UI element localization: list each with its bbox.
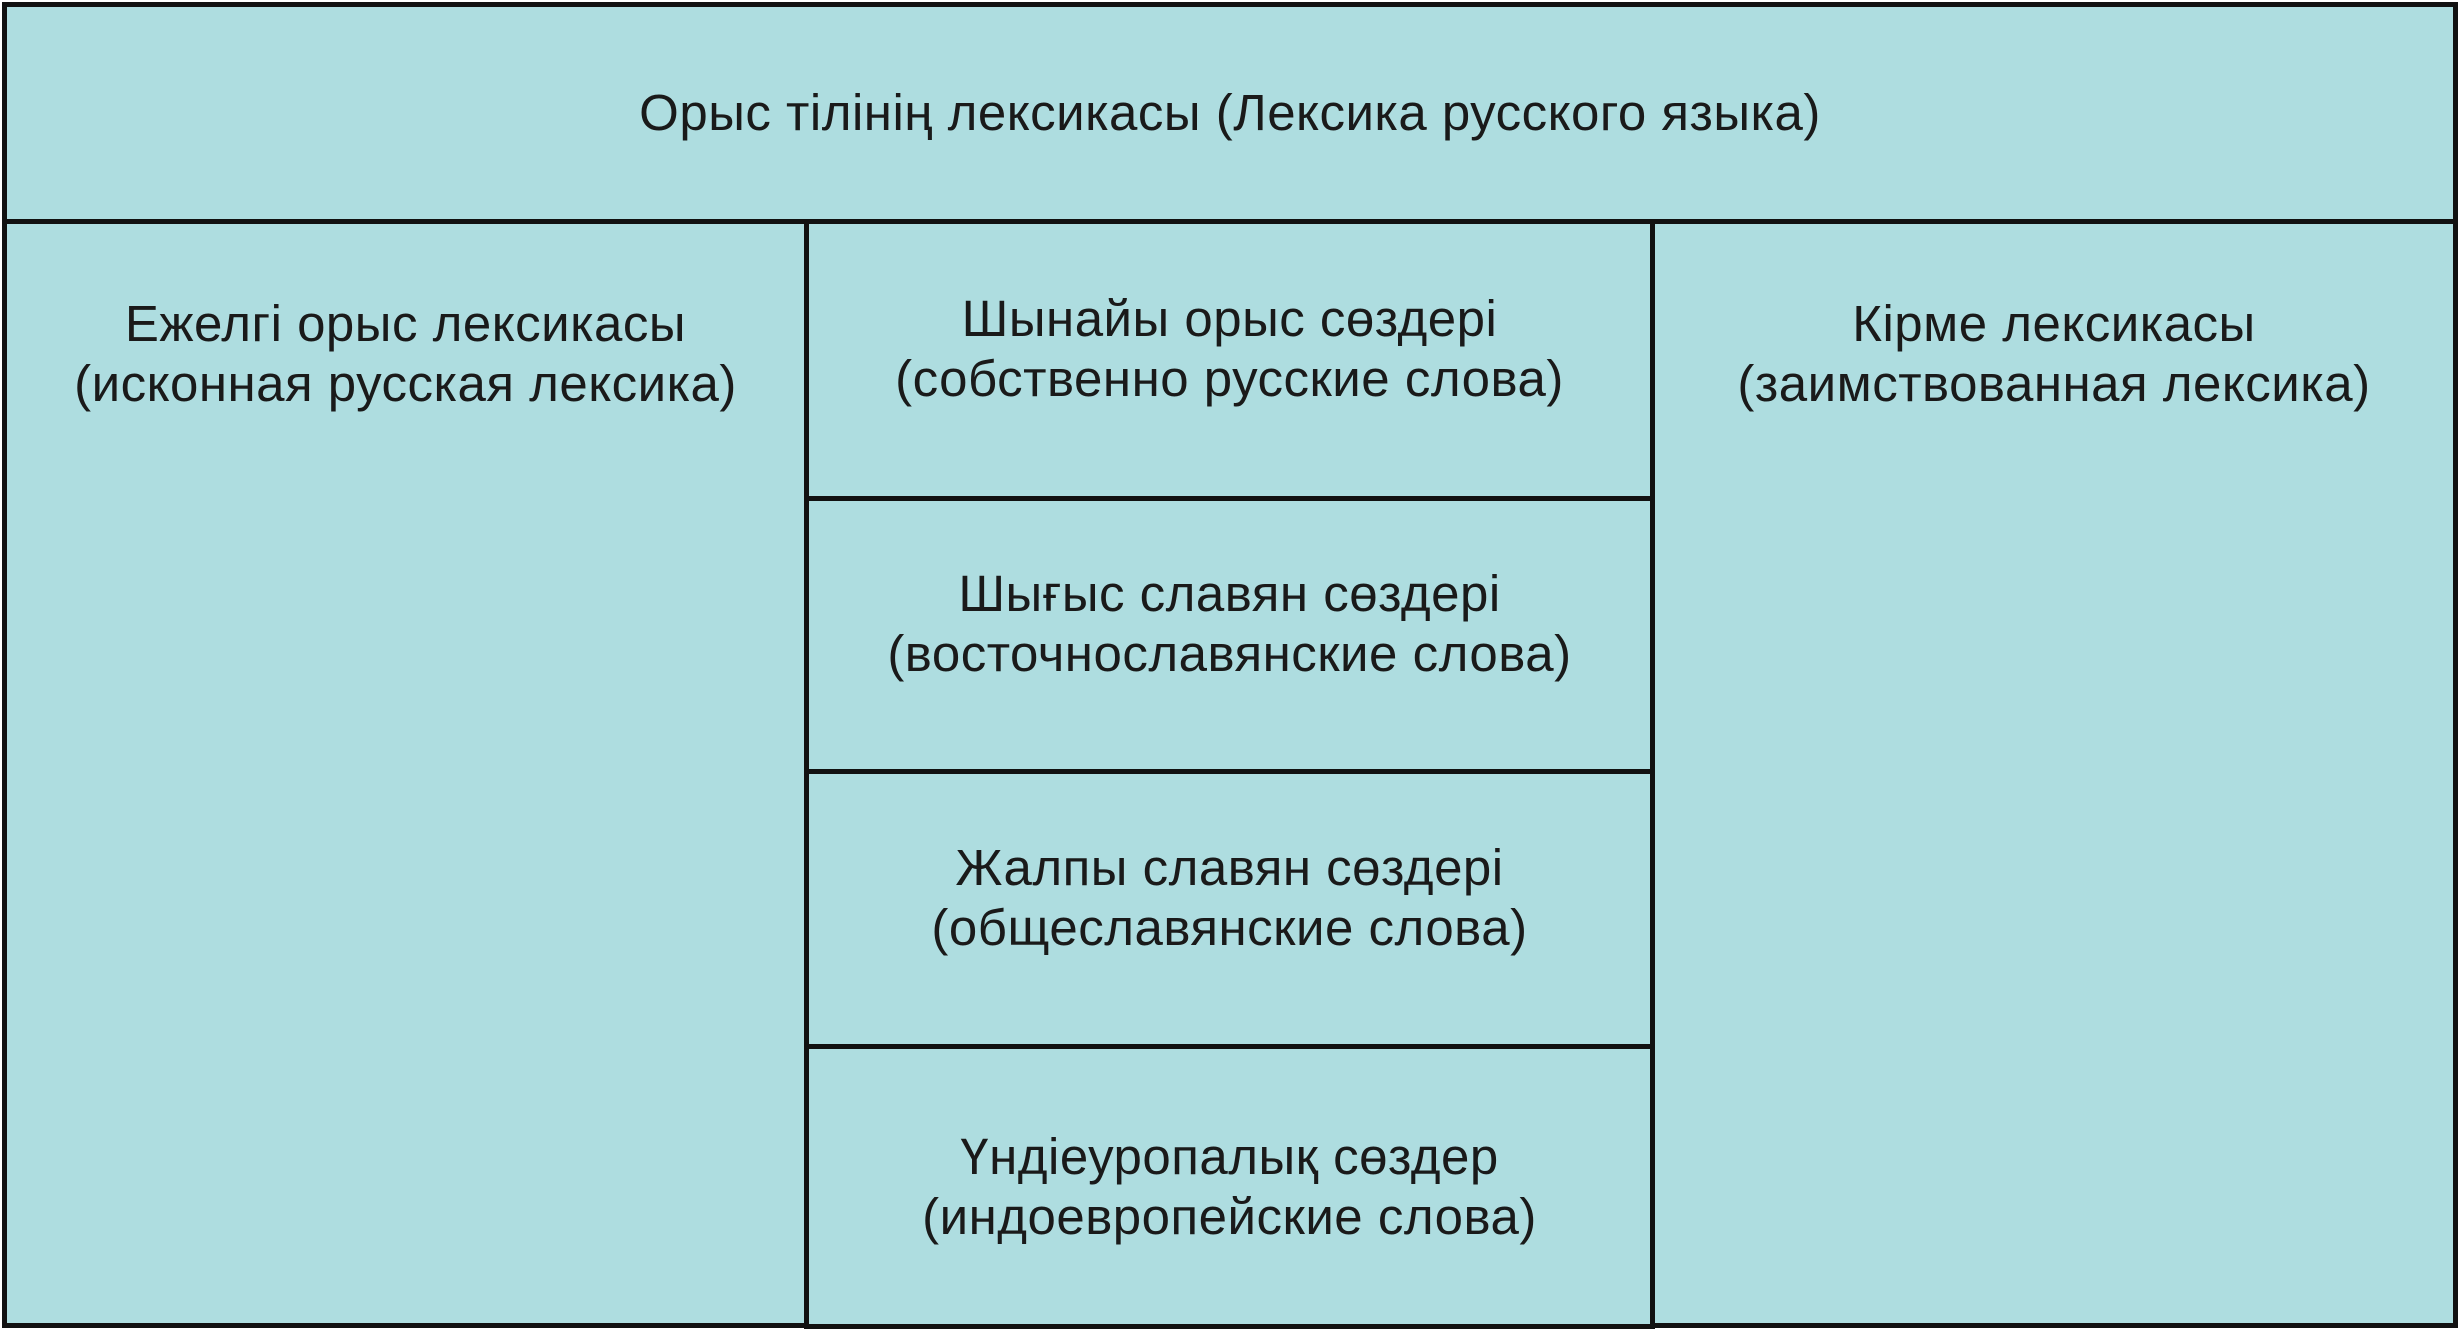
borrowed-lexicon-box bbox=[1650, 219, 2458, 1328]
east-slavic-words-subtitle: (восточнославянские слова) bbox=[887, 625, 1572, 682]
borrowed-lexicon-title: Кірме лексикасы bbox=[1852, 295, 2256, 352]
common-slavic-words-box bbox=[804, 769, 1655, 1049]
proper-russian-words-box bbox=[804, 219, 1655, 501]
native-lexicon-subtitle: (исконная русская лексика) bbox=[74, 355, 737, 412]
native-lexicon-title: Ежелгі орыс лексикасы bbox=[124, 295, 687, 352]
common-slavic-words-subtitle: (общеславянские слова) bbox=[931, 899, 1528, 956]
native-lexicon-box bbox=[2, 219, 809, 1328]
east-slavic-words-title: Шығыс славян сөздері bbox=[958, 565, 1501, 622]
proper-russian-words-title: Шынайы орыс сөздері bbox=[961, 290, 1498, 347]
indo-european-words-subtitle: (индоевропейские слова) bbox=[922, 1187, 1537, 1245]
east-slavic-words-box bbox=[804, 496, 1655, 774]
proper-russian-words-subtitle: (собственно русские слова) bbox=[895, 350, 1564, 407]
indo-european-words-box bbox=[804, 1044, 1655, 1329]
indo-european-words-title: Үндіеуропалық сөздер bbox=[960, 1127, 1499, 1185]
header-title: Орыс тілінің лексикасы (Лексика русского языка) bbox=[639, 84, 1821, 141]
borrowed-lexicon-subtitle: (заимствованная лексика) bbox=[1737, 355, 2371, 412]
common-slavic-words-title: Жалпы славян сөздері bbox=[955, 839, 1504, 896]
header-box bbox=[2, 2, 2458, 224]
